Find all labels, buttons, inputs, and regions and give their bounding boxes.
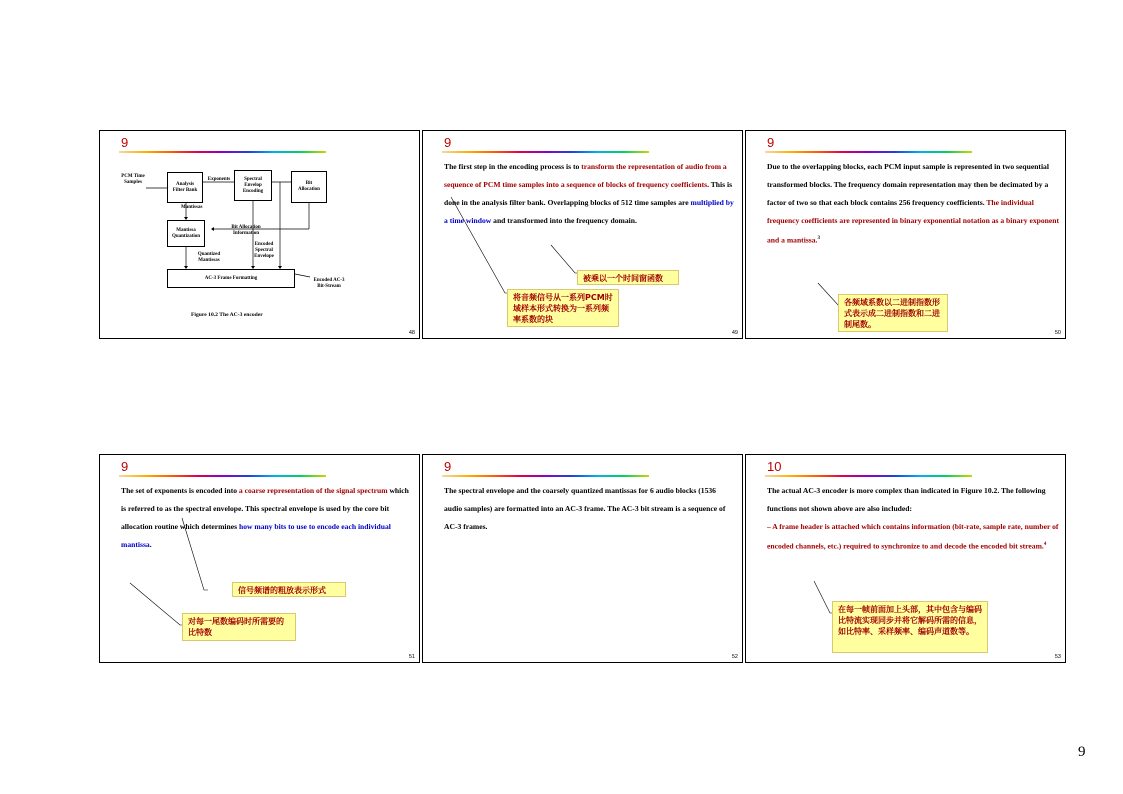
encoded-spectral-envelope-label: Encoded Spectral Envelope — [254, 242, 274, 259]
body-text: . — [149, 540, 152, 549]
highlight-red: The individual frequency coefficients are represented in binary exponential notation as a binary exponent and a mantissa. — [767, 198, 1059, 245]
slide-52 — [422, 454, 743, 663]
callout-transform: 将音频信号从一系列PCM时域样本形式转换为一系列频率系数的块 — [507, 289, 619, 327]
body-text: and transformed into the frequency domain. — [491, 216, 637, 225]
exponents-label: Exponents — [207, 177, 231, 182]
slide-body-text — [444, 482, 736, 536]
frame-formatting-box: AC-3 Frame Formatting — [167, 269, 295, 288]
bit-allocation-box: Bit Allocation — [291, 171, 327, 203]
slide-48 — [99, 130, 420, 339]
slide-page-number: 48 — [408, 330, 415, 336]
highlight-red: transform the representation of audio from a sequence of PCM time samples into a sequence of blocks of frequency coefficients — [444, 162, 727, 189]
callout-bits-per-mantissa: 对每一尾数编码时所需要的比特数 — [182, 613, 296, 641]
body-text: The spectral envelope and the coarsely quantized mantissas for 6 audio blocks (1536 audio samples) are formatted into an AC-3 frame. The AC-3 bit stream is a sequence of AC-3 frames. — [444, 486, 726, 531]
body-text: The set of exponents is encoded into — [121, 486, 239, 495]
slide-number: 9 — [121, 135, 129, 150]
bit-allocation-information-label: Bit Allocation Information — [231, 225, 261, 236]
slide-number: 10 — [767, 459, 782, 474]
title-rule — [442, 475, 649, 477]
slide-page-number: 52 — [731, 654, 738, 660]
callout-coarse-spectrum: 信号频谱的粗放表示形式 — [232, 582, 346, 597]
body-text: Due to the overlapping blocks, each PCM input sample is represented in two sequential transformed blocks. The frequency domain representation may then be decimated by a factor of two so that each block contains 256 frequency coefficients. — [767, 162, 1049, 207]
mantissa-quantization-box: Mantissa Quantization — [167, 220, 205, 247]
slide-page-number: 49 — [731, 330, 738, 336]
slide-50 — [745, 130, 1066, 339]
highlight-red: – A frame header is attached which contains information (bit-rate, sample rate, number of encoded channels, etc.) required to synchronize to and decode the encoded bit stream. — [767, 522, 1059, 551]
mantissas-label: Mantissas — [181, 205, 203, 210]
body-text: which is referred to as the spectral envelope. This spectral envelope is used by the core bit allocation routine which determines — [121, 486, 409, 531]
figure-caption: Figure 10.2 The AC-3 encoder — [191, 312, 263, 318]
highlight-blue: how many bits to use to encode each individual mantissa — [121, 522, 391, 549]
slide-number: 9 — [121, 459, 129, 474]
slide-page-number: 51 — [408, 654, 415, 660]
highlight-blue: multiplied by a time window — [444, 198, 734, 225]
slide-number: 9 — [444, 135, 452, 150]
callout-frame-header: 在每一帧前面加上头部，其中包含与编码比特流实现同步并将它解码所需的信息，如比特率、采样频率、编码声道数等。 — [832, 601, 988, 653]
footnote-marker: 3 — [817, 236, 820, 241]
body-text: . This is done in the analysis filter bank. Overlapping blocks of 512 time samples are — [444, 180, 733, 207]
spectral-envelop-encoding-box: Spectral Envelop Encoding — [234, 170, 272, 201]
slide-49 — [422, 130, 743, 339]
slide-53 — [745, 454, 1066, 663]
analysis-filter-bank-box: Analysis Filter Bank — [167, 172, 203, 203]
body-text: The first step in the encoding process is to — [444, 162, 582, 171]
quantized-mantissas-label: Quantized Mantissas — [197, 252, 221, 263]
slide-number: 9 — [767, 135, 775, 150]
pcm-time-samples-label: PCM Time Samples — [121, 174, 145, 185]
highlight-red: a coarse representation of the signal spectrum — [238, 486, 388, 495]
body-text: The actual AC-3 encoder is more complex than indicated in Figure 10.2. The following functions not shown above are also included: — [767, 486, 1046, 513]
slide-page-number: 50 — [1054, 330, 1061, 336]
slide-number: 9 — [444, 459, 452, 474]
callout-time-window: 被乘以一个时间窗函数 — [577, 270, 679, 285]
page-number: 9 — [1078, 744, 1086, 760]
slide-51 — [99, 454, 420, 663]
callout-binary-exponent: 各频域系数以二进制指数形式表示成二进制指数和二进制尾数。 — [838, 294, 948, 332]
footnote-marker: 4 — [1043, 542, 1047, 547]
slide-page-number: 53 — [1054, 654, 1061, 660]
encoded-bitstream-label: Encoded AC-3 Bit-Stream — [313, 278, 345, 289]
